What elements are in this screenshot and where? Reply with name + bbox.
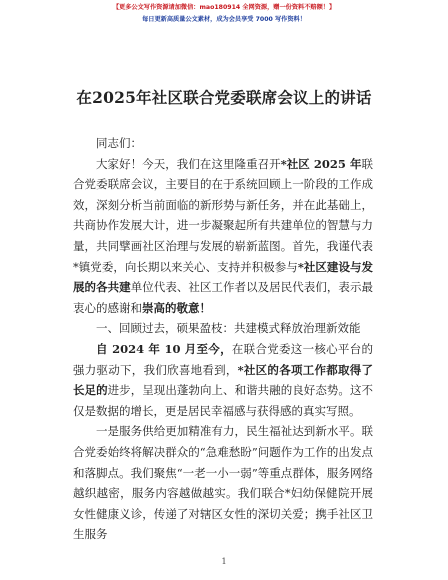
- paragraph-review: 自 2024 年 10 月至今，在联合党委这一核心平台的强力驱动下，我们欣喜地看到，*社区的各项工作都取得了长足的进步，呈现出蓬勃向上、和谐共融的良好态势。这不仅是数据的增长，更是居民幸福感与获得感的真实写照。: [73, 341, 374, 418]
- promo-banner-line-1: 【更多公文写作资源请加微信：mao180914 全网资源，赠一份资料不赔额！】: [112, 4, 336, 11]
- document-body: [73, 133, 373, 545]
- paragraph-opening: 大家好！今天，我们在这里隆重召开*社区 2025 年联合党委联席会议，主要目的在于系统回顾上一阶段的工作成效，深刻分析当前面临的新形势与新任务，并在此基础上，共商协作发展大计，进一步凝聚起所有共建单位的智慧与力量，共同擘画社区治理与发展的崭新蓝图。首先，我谨代表*镇党委，向长期以来关心、支持并积极参与*社区建设与发展的各共建单位代表、社区工作者以及居民代表们，表示最衷心的感谢和崇高的敬意！: [73, 156, 374, 315]
- paragraph-services: 一是服务供给更加精准有力，民生福祉达到新水平。联合党委始终将解决群众的“急难愁盼”问题作为工作的出发点和落脚点。我们聚焦“一老一小一弱”等重点群体，服务网络越织越密，服务内容越做越实。我们联合*妇幼保健院开展女性健康义诊，传递了对辖区女性的深切关爱；携手社区卫生服务: [73, 424, 373, 542]
- section-heading-1: 一、回顾过去，硕果盈枝：共建模式释放治理新效能: [96, 321, 361, 336]
- promo-banner-line-2: 每日更新高质量公文素材，成为会员享受 7000 写作资料！: [142, 16, 306, 23]
- document-title: 在2025年社区联合党委联席会议上的讲话: [76, 88, 372, 107]
- salutation: 同志们：: [96, 136, 142, 150]
- page-number: 1: [221, 557, 227, 566]
